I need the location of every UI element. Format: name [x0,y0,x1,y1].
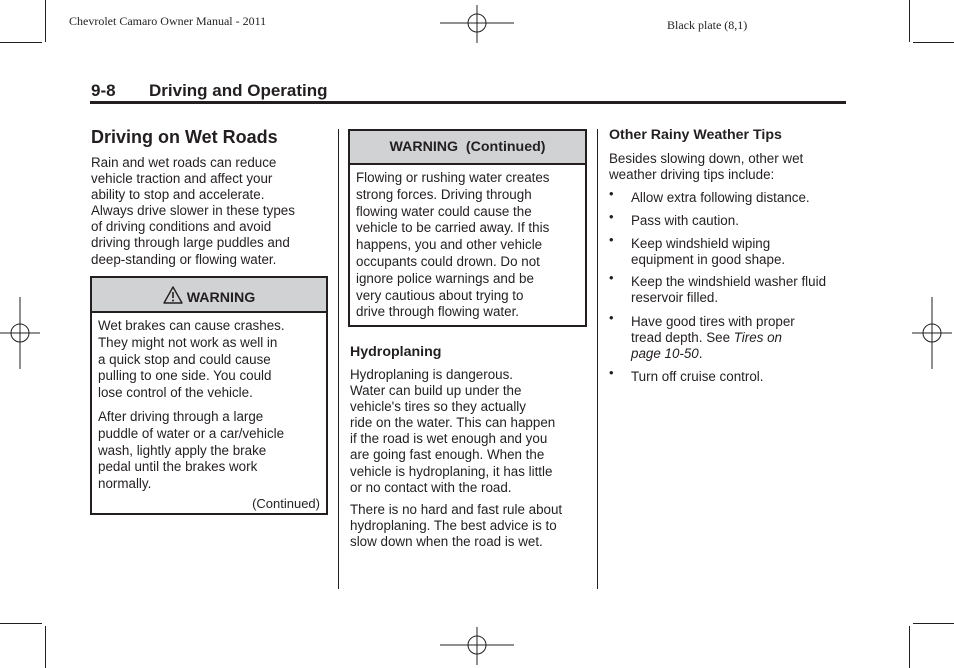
crop-mark-tl-vertical [45,0,46,42]
registration-mark-left [0,297,40,369]
warning-line: vehicle to be carried away. If this [356,220,550,236]
tip-text: tread depth. See [631,329,734,345]
warning-label: WARNING [186,290,256,306]
bullet-icon: • [609,309,614,325]
list-item [609,270,849,306]
warning-box [90,276,328,515]
intro-line: Rain and wet roads can reduce [91,155,277,170]
registration-mark-right [912,297,952,369]
hydro-line: or no contact with the road. [350,479,512,495]
hydro-line: if the road is wet enough and you [350,431,548,447]
bullet-icon: • [609,364,614,380]
warning-continued: (Continued) [252,496,320,511]
section-rule [90,101,846,104]
rainy-tips-intro [609,151,849,183]
tip-text: Keep windshield wiping [631,236,771,252]
list-item [609,232,849,268]
hydro-line: Hydroplaning is dangerous. [350,367,514,382]
plate-label: Black plate (8,1) [667,18,748,32]
hydroplaning-para-2 [350,502,590,550]
tips-intro-line: Besides slowing down, other wet [609,151,804,166]
warning-line: Wet brakes can cause crashes. [98,318,285,333]
warning-line: a quick stop and could cause [98,351,271,367]
hydro-line: vehicle is hydroplaning, it has little [350,463,553,479]
warning-line: happens, you and other vehicle [356,237,543,253]
warning-line: pulling to one side. You could [98,368,272,384]
col1-intro [91,155,331,268]
rainy-tips-list [609,186,849,385]
crop-mark-tr-vertical [909,0,910,42]
list-item [609,309,849,362]
crop-mark-tr-horizontal [913,42,954,43]
hydro-line: There is no hard and fast rule about [350,502,563,517]
warning-line: lose control of the vehicle. [98,385,253,401]
warning-line: occupants could drown. Do not [356,253,540,269]
tip-text: equipment in good shape. [631,252,786,268]
warning-line: They might not work as well in [98,334,278,350]
warning-line: puddle of water or a car/vehicle [98,425,285,441]
hydro-line: vehicle's tires so they actually [350,399,526,415]
warning-continued-body [350,165,585,321]
warning-line: drive through flowing water. [356,304,520,320]
intro-line: of driving conditions and avoid [91,219,272,235]
list-item [609,364,849,385]
tip-text: Keep the windshield washer fluid [631,274,827,290]
crop-mark-bl-horizontal [0,623,42,624]
tip-text: . [698,345,703,361]
intro-line: Always drive slower in these types [91,203,295,219]
warning-line: normally. [98,476,152,492]
page-ref-link[interactable]: page 10-50 [631,345,699,361]
bullet-icon: • [609,270,614,286]
hydroplaning-para-1 [350,367,590,496]
warning-line: ignore police warnings and be [356,270,534,286]
hydro-line: ride on the water. This can happen [350,415,556,431]
bullet-icon: • [609,232,614,248]
warning-line: Flowing or rushing water creates [356,170,550,185]
crop-mark-tl-horizontal [0,42,42,43]
intro-line: deep-standing or flowing water. [91,251,277,267]
bullet-icon: • [609,209,614,225]
column-divider-1 [338,129,339,589]
warning-header [92,278,326,313]
crop-mark-br-horizontal [913,623,954,624]
hydroplaning-title: Hydroplaning [350,344,442,360]
tip-text: Pass with caution. [631,213,739,229]
rainy-tips-title: Other Rainy Weather Tips [609,127,782,143]
warning-line: very cautious about trying to [356,287,524,303]
registration-mark-top [440,5,514,43]
section-number: 9-8 [91,81,116,100]
crop-mark-br-vertical [909,626,910,668]
list-item [609,209,849,229]
intro-line: driving through large puddles and [91,235,290,251]
hydro-line: hydroplaning. The best advice is to [350,518,557,534]
hydro-line: are going fast enough. When the [350,447,545,463]
warning-line: strong forces. Driving through [356,186,532,202]
section-title: Driving and Operating [149,81,328,100]
tip-text: reservoir filled. [631,290,719,306]
bullet-icon: • [609,186,614,201]
tips-intro-line: weather driving tips include: [609,167,775,183]
list-item [609,186,849,206]
tip-text: Have good tires with proper [631,313,795,329]
warning-line: wash, lightly apply the brake [98,442,267,458]
warning-line: flowing water could cause the [356,203,532,219]
hydro-line: slow down when the road is wet. [350,534,543,550]
warning-line: After driving through a large [98,408,264,424]
crop-mark-bl-vertical [45,626,46,668]
column-divider-2 [597,129,598,589]
warning-continued-header: WARNING (Continued) [350,131,585,165]
tip-text: Allow extra following distance. [631,190,810,205]
hydro-line: Water can build up under the [350,383,522,399]
warning-line: pedal until the brakes work [98,459,258,475]
manual-title: Chevrolet Camaro Owner Manual - 2011 [69,14,267,28]
tip-text: Turn off cruise control. [631,368,764,384]
tires-link[interactable]: Tires on [733,329,783,345]
registration-mark-bottom [440,627,514,665]
intro-line: vehicle traction and affect your [91,171,273,187]
warning-continued-box [348,129,587,327]
warning-triangle-icon [163,286,183,308]
col1-title: Driving on Wet Roads [91,127,278,147]
warning-body [92,313,326,493]
intro-line: ability to stop and accelerate. [91,187,265,203]
